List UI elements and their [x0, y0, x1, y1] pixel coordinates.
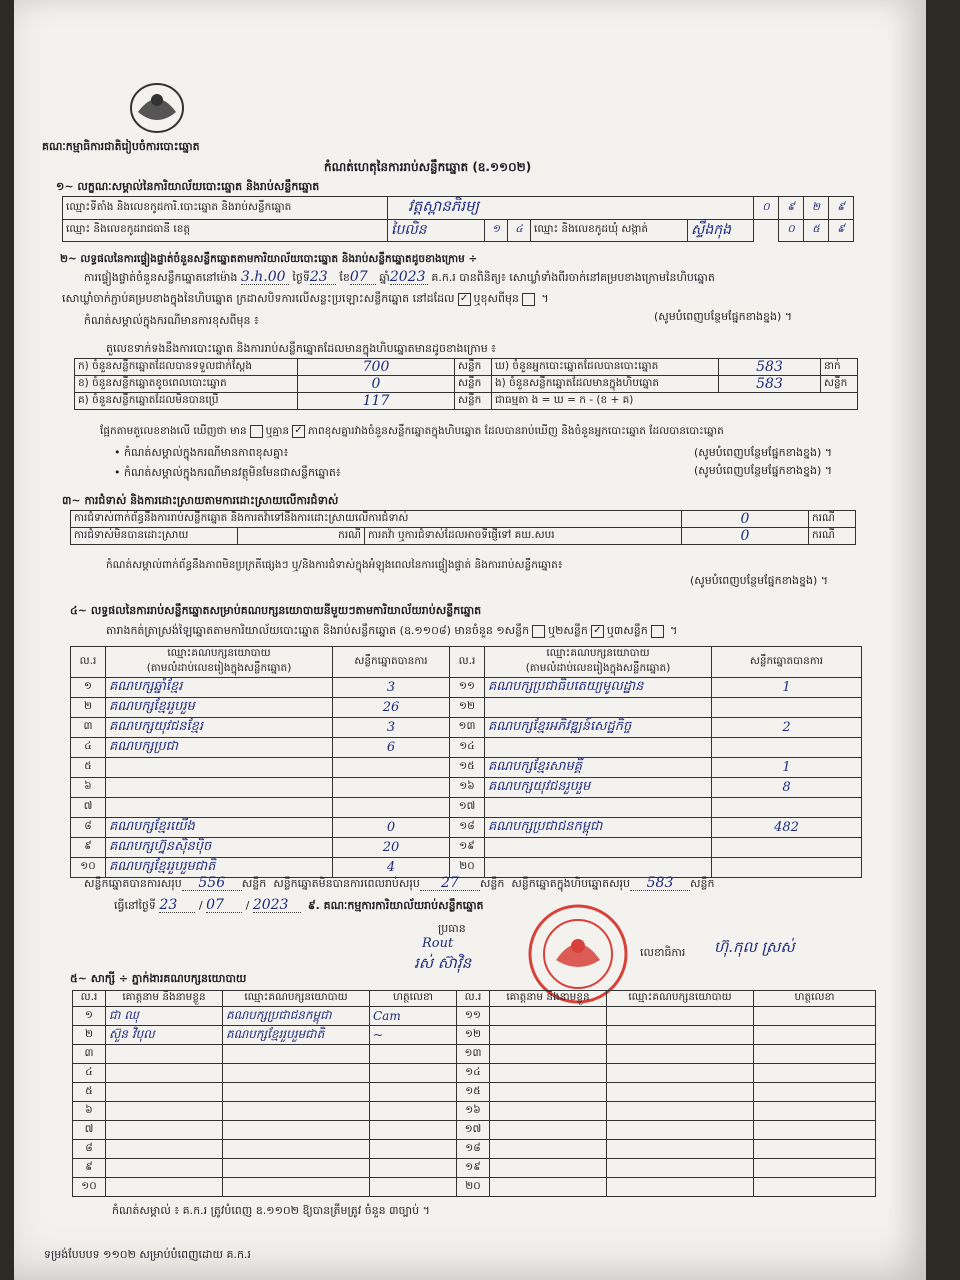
fill-note: (សូមបំពេញបន្ថែមផ្នែកខាងខ្នង) ។	[654, 310, 793, 323]
fill-note: (សូមបំពេញបន្ថែមផ្នែកខាងខ្នង) ។	[690, 574, 829, 587]
row1-value: វត្តស្ពានភិរម្យ	[388, 197, 754, 220]
vote-count	[333, 758, 450, 778]
unused-value: 117	[298, 393, 455, 410]
results-row: ៥ ១៥ គណបក្សខ្មែរសាមគ្គី 1	[71, 758, 862, 778]
vote-count: 8	[712, 778, 862, 798]
secretary-name: ហ៊ុ.កុល ស្រស់	[714, 938, 795, 956]
received-value: 700	[298, 359, 455, 376]
box-total: 583	[630, 876, 690, 891]
appeals-value: 0	[682, 528, 809, 545]
form-footer: ទម្រង់បែបបទ ១១០២ សម្រាប់បំពេញដោយ គ.ក.រ	[44, 1248, 251, 1261]
results-table: ល.រ ឈ្មោះគណបក្សនយោបាយ (តាមលំដាប់លេខរៀងក្នុងសន្លឹកឆ្នោត) សន្លឹកឆ្នោតបានការ ល.រ ឈ្មោះគណបក្សនយោបាយ (តាមលំដាប់លេខរៀងក្នុងសន្លឹកឆ្នោត) សន្លឹកឆ្នោតបានការ ១ គណបក្សឆ្នាំខ្មែរ 3 ១១ គណបក្សប្រជាធិបតេយ្យមូលដ្ឋាន 1 ២ គណបក្សខ្មែររួបរួម 26 ១២ ៣ គណបក្សយុវជនខ្មែរ 3 ១៣ គណបក្សខ្មែរអភិវឌ្ឍន៍សេដ្ឋកិច្ច 2 ៤ គណបក្សប្រជា 6 ១៤ ៥ ១៥ គណបក្សខ្មែរសាមគ្គី 1 ៦ ១៦ គណបក្សយុវជនរួបរួម 8 ៧ ១៧ ៨ គណបក្សខ្មែរយើង 0 ១៨ គណបក្សប្រជាជនកម្ពុជា 482 ៩ គណបក្សហ្វ៊ុនស៊ិនប៉ិច 20 ១៩ ១០ គណបក្សខ្មែររួបរួមជាតិ 4 ២០	[70, 646, 862, 878]
org-name: គណៈកម្មាធិការជាតិរៀបចំការបោះឆ្នោត	[42, 140, 200, 153]
witness-row: ៩ ១៩	[73, 1159, 876, 1178]
objections-table: ការជំទាស់ពាក់ព័ន្ធនឹងការរាប់សន្លឹកឆ្នោត និងការតវ៉ាទៅនឹងការដោះស្រាយលើការជំទាស់ 0 ករណី ការជំទាស់មិនបានដោះស្រាយ ករណី ការតវ៉ា ឬការជំទាស់ដែលអាចទីផ្ញើទៅ គឃ.សបរ 0 ករណី	[70, 510, 856, 545]
results-row: ៧ ១៧	[71, 798, 862, 818]
chair-label: ប្រធាន	[438, 922, 466, 935]
code-digit: ៤	[508, 220, 531, 242]
code-digit: ៩	[829, 197, 854, 220]
invalid-total: 27	[420, 876, 480, 891]
chair-signature: Rout	[422, 936, 454, 951]
checked-box[interactable]: ✓	[292, 425, 305, 438]
results-row: ១០ គណបក្សខ្មែររួបរួមជាតិ 4 ២០	[71, 858, 862, 878]
row1-label: ឈ្មោះទីតាំង និងលេខកូដការិ.បោះឆ្នោត និងរាប់សន្លឹកឆ្នោត	[63, 197, 388, 220]
vote-count	[333, 798, 450, 818]
code-digit: ១	[485, 220, 508, 242]
code-digit: ៩	[779, 197, 804, 220]
section1-title: ១~ លក្ខណៈសម្គាល់នៃការិយាល័យបោះឆ្នោត និងរាប់សន្លឹកឆ្នោត	[56, 180, 320, 193]
vote-count: 2	[712, 718, 862, 738]
section1-table	[62, 196, 854, 242]
results-row: ៣ គណបក្សយុវជនខ្មែរ 3 ១៣ គណបក្សខ្មែរអភិវឌ្ឍន៍សេដ្ឋកិច្ច 2	[71, 718, 862, 738]
closing-note: កំណត់សម្គាល់ ៖ គ.ក.រ ត្រូវបំពេញ ឧ.១១០២ ឱ្យបានត្រឹមត្រូវ ចំនួន ៣ច្បាប់ ។	[112, 1204, 430, 1217]
witness-row: ១ ជា ឈុ គណបក្សប្រជាជនកម្ពុជា Cam ១១	[73, 1007, 876, 1026]
section5-title: ៥~ សាក្សី ÷ ភ្នាក់ងារគណបក្សនយោបាយ	[70, 972, 247, 985]
vote-count: 3	[333, 718, 450, 738]
fill-note: (សូមបំពេញបន្ថែមផ្នែកខាងខ្នង) ។	[694, 446, 833, 459]
province-value: បៃលិន	[388, 220, 485, 242]
code-digit: ៥	[804, 220, 829, 242]
checkbox[interactable]	[651, 625, 664, 638]
witness-row: ៣ ១៣	[73, 1045, 876, 1064]
checkbox[interactable]	[250, 425, 263, 438]
vote-count	[333, 778, 450, 798]
code-digit: ២	[804, 197, 829, 220]
checkbox[interactable]	[522, 293, 535, 306]
commune-value: ស្ទឹងកុង	[688, 220, 754, 242]
witness-row: ១០ ២០	[73, 1178, 876, 1197]
vote-count: 6	[333, 738, 450, 758]
figures-table: ក) ចំនួនសន្លឹកឆ្នោតដែលបានទទួលជាក់ស្តែង 700 សន្លឹក ឃ) ចំនួនអ្នកបោះឆ្នោតដែលបានបោះឆ្នោត 583 នាក់ ខ) ចំនួនសន្លឹកឆ្នោតខូចពេលបោះឆ្នោត 0 សន្លឹក ង) ចំនួនសន្លឹកឆ្នោតដែលមានក្នុងហិបឆ្នោត 583 សន្លឹក គ) ចំនួនសន្លឹកឆ្នោតដែលមិនបានប្រើ 117 សន្លឹក ជាធម្មតា ង = ឃ = ក - (ខ + គ)	[74, 358, 858, 410]
witness-table: ល.រ គោត្តនាម និងនាមខ្លួន ឈ្មោះគណបក្សនយោបាយ ហត្ថលេខា ល.រ គោត្តនាម និងនាមខ្លួន ឈ្មោះគណបក្សនយោបាយ ហត្ថលេខា ១ ជា ឈុ គណបក្សប្រជាជនកម្ពុជា Cam ១១ ២ ស៊ួន វិបុល គណបក្សខ្មែររួបរួមជាតិ ~ ១២ ៣ ១៣ ៤ ១៤ ៥ ១៥ ៦ ១៦ ៧ ១៧ ៨ ១៨ ៩ ១៩ ១០ ២០	[72, 990, 876, 1197]
difference-line: ផ្អែកតាមតួលេខខាងលើ ឃើញថា មាន ឬគ្មាន ✓ ភាពខុសគ្នារវាងចំនួនសន្លឹកឆ្នោតក្នុងហិបឆ្នោត ដែលបានរាប់ឃើញ និងចំនួនអ្នកបោះឆ្នោត ដែលបានបោះឆ្នោត	[100, 424, 724, 437]
checkbox[interactable]	[532, 625, 545, 638]
witness-row: ៥ ១៥	[73, 1083, 876, 1102]
vote-count	[712, 738, 862, 758]
section4-title: ៤~ លទ្ធផលនៃការរាប់សន្លឹកឆ្នោតសម្រាប់គណបក្សនយោបាយនីមួយៗតាមការិយាល័យរាប់សន្លឹកឆ្នោត	[70, 604, 482, 617]
chair-name: រស់ ស៊ាវ៉ិន	[414, 954, 472, 972]
sheet-count-line: តារាងកត់ត្រាស្រង់ឡៃឆ្នោតតាមការិយាល័យបោះឆ្នោត និងរាប់សន្លឹកឆ្នោត (ឧ.១១០៨) មានចំនួន ១សន្លឹក ឬ២សន្លឹក ✓ ឬ៣សន្លឹក ។	[106, 624, 678, 637]
fill-note: (សូមបំពេញបន្ថែមផ្នែកខាងខ្នង) ។	[694, 464, 833, 477]
form-title: កំណត់ហេតុនៃការរាប់សន្លឹកឆ្នោត (ឧ.១១០២)	[324, 160, 532, 174]
nec-emblem-logo	[126, 78, 188, 136]
vote-count	[712, 858, 862, 878]
party-header: ឈ្មោះគណបក្សនយោបាយ (តាមលំដាប់លេខរៀងក្នុងសន្លឹកឆ្នោត)	[106, 647, 333, 678]
day-value: 23	[310, 270, 336, 285]
results-row: ១ គណបក្សឆ្នាំខ្មែរ 3 ១១ គណបក្សប្រជាធិបតេយ្យមូលដ្ឋាន 1	[71, 678, 862, 698]
time-value: 3.h.00	[241, 270, 289, 285]
note-changed: កំណត់សម្គាល់ក្នុងករណីមានការខុសពីមុន ៖	[84, 314, 259, 327]
objection-note: កំណត់សម្គាល់ពាក់ព័ន្ធនឹងភាពមិនប្រក្រតីផ្សេងៗ ឬ/និងការជំទាស់ក្នុងអំឡុងពេលនៃការផ្ទៀងផ្ទាត់ និងការរាប់សន្លឹកឆ្នោត៖	[106, 559, 563, 571]
section3-title: ៣~ ការជំទាស់ និងការដោះស្រាយតាមការដោះស្រាយលើការជំទាស់	[62, 494, 339, 507]
vote-count	[712, 838, 862, 858]
vote-count: 3	[333, 678, 450, 698]
verify-line: ការផ្ទៀងផ្ទាត់ចំនួនសន្លឹកឆ្នោតនៅម៉ោង 3.h.00 ថ្ងៃទី23 ខែ07 ឆ្នាំ2023 គ.ក.រ បានពិនិត្យ៖ សោឃ្លាំទាំងពីរចាក់នៅគម្របខាងក្រោមនៃហិបឆ្នោត	[84, 269, 715, 285]
code-digit: ០	[754, 197, 779, 220]
results-row: ៩ គណបក្សហ្វ៊ុនស៊ិនប៉ិច 20 ១៩	[71, 838, 862, 858]
row2-label: ឈ្មោះ និងលេខកូដរាជធានី ខេត្ត	[63, 220, 388, 242]
witness-row: ២ ស៊ួន វិបុល គណបក្សខ្មែររួបរួមជាតិ ~ ១២	[73, 1026, 876, 1045]
checked-box[interactable]: ✓	[591, 625, 604, 638]
vote-count: 1	[712, 678, 862, 698]
voters-value: 583	[719, 359, 821, 376]
results-row: ៦ ១៦ គណបក្សយុវជនរួបរួម 8	[71, 778, 862, 798]
vote-count	[712, 798, 862, 818]
code-digit: ៩	[829, 220, 854, 242]
code-digit: ០	[779, 220, 804, 242]
witness-row: ៨ ១៨	[73, 1140, 876, 1159]
form-sheet	[14, 0, 926, 1280]
note-difference: • កំណត់សម្គាល់ក្នុងករណីមានភាពខុសគ្នា៖	[114, 446, 289, 459]
vote-count: 4	[333, 858, 450, 878]
checked-box[interactable]: ✓	[458, 293, 471, 306]
results-row: ២ គណបក្សខ្មែររួបរួម 26 ១២	[71, 698, 862, 718]
vote-count: 1	[712, 758, 862, 778]
witness-row: ៤ ១៤	[73, 1064, 876, 1083]
vote-count	[712, 698, 862, 718]
results-row: ៨ គណបក្សខ្មែរយើង 0 ១៨ គណបក្សប្រជាជនកម្ពុជា 482	[71, 818, 862, 838]
ballots-in-box-value: 583	[719, 376, 821, 393]
secretary-label: លេខាធិការ	[640, 946, 686, 959]
witness-row: ៧ ១៧	[73, 1121, 876, 1140]
results-row: ៤ គណបក្សប្រជា 6 ១៤	[71, 738, 862, 758]
vote-count: 482	[712, 818, 862, 838]
valid-total: 556	[182, 876, 242, 891]
vote-count: 26	[333, 698, 450, 718]
witness-row: ៦ ១៦	[73, 1102, 876, 1121]
seal-line: សោឃ្លាំចាក់ភ្ជាប់គម្របខាងក្នុងនៃហិបឆ្នោត ក្រដាសបិទការលើសន្លះប្រឡោះសន្លឹកឆ្នោត នៅដដែល ✓ ឬខុសពីមុន ។	[62, 292, 549, 305]
objections-value: 0	[682, 511, 809, 528]
spoiled-value: 0	[298, 376, 455, 393]
note-foreign-objects: • កំណត់សម្គាល់ក្នុងករណីមានវត្ថុមិនមែនជាសន្លឹកឆ្នោត៖	[114, 466, 341, 479]
month-value: 07	[350, 270, 376, 285]
vote-count: 0	[333, 818, 450, 838]
date-line: ធ្វើនៅថ្ងៃទី 23 / 07 / 2023 ៩. គណៈកម្មការការិយាល័យរាប់សន្លឹកឆ្នោត	[114, 897, 484, 913]
section2-title: ២~ លទ្ធផលនៃការផ្ទៀងផ្ទាត់ចំនួនសន្លឹកឆ្នោតតាមការិយាល័យបោះឆ្នោត និងរាប់សន្លឹកឆ្នោតដូចខាងក្រោម ÷	[60, 253, 478, 265]
figures-intro: តួលេខទាក់ទងនឹងការបោះឆ្នោត និងការរាប់សន្លឹកឆ្នោតដែលមានក្នុងហិបឆ្នោតមានដូចខាងក្រោម ៖	[106, 342, 497, 355]
commune-label: ឈ្មោះ និងលេខកូដឃុំ សង្កាត់	[531, 220, 688, 242]
totals-line: សន្លឹកឆ្នោតបានការសរុប 556 សន្លឹក សន្លឹកឆ្នោតមិនបានការពេលរាប់សរុប 27 សន្លឹក សន្លឹកឆ្នោតក្នុងហិបឆ្នោតសរុប 583 សន្លឹក	[84, 875, 715, 891]
year-value: 2023	[390, 270, 428, 285]
vote-count: 20	[333, 838, 450, 858]
